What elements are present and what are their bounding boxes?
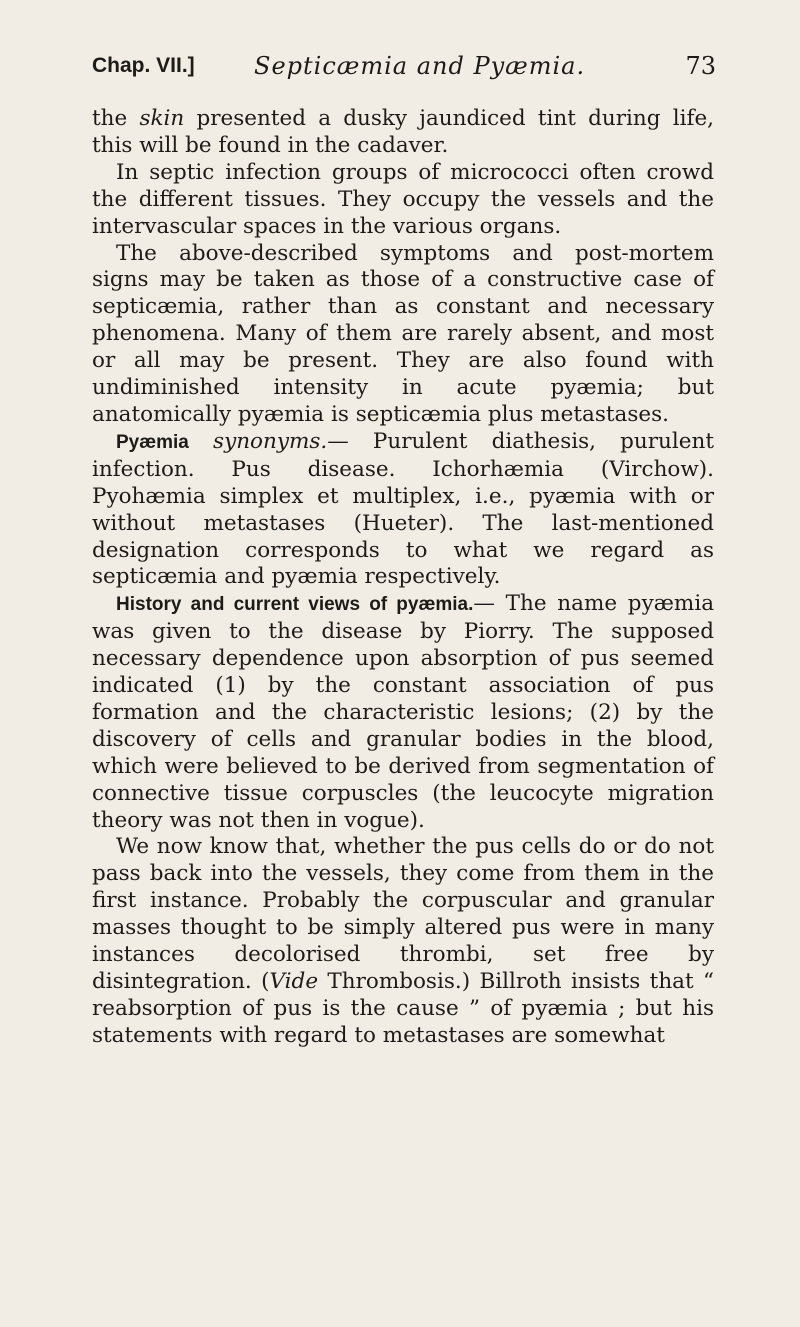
emphasis: synonyms.: [213, 428, 328, 454]
paragraph-septic-infection: In septic infection groups of micrococci often crowd the different tissues. They occupy the vessels and the intervascular spaces in the various organs.: [92, 159, 714, 239]
body-text: [92, 106, 714, 1050]
running-header: [92, 52, 716, 92]
section-lead: Pyæmia: [116, 431, 189, 453]
section-lead: History and current views of pyæmia.: [116, 594, 474, 616]
paragraph-history: History and current views of pyæmia.— The name pyæmia was given to the disease by Piorry. The supposed necessary dependence upon absorption of pus seemed indicated (1) by the constant association of pus formation and the characteristic lesions; (2) by the discovery of cells and granular bodies in the blood, which were believed to be derived from segmentation of connective tissue corpuscles (the leucocyte migration theory was not then in vogue).: [92, 591, 715, 833]
paragraph-pyaemia-synonyms: Pyæmia synonyms.— Purulent diathesis, purulent infection. Pus disease. Ichorhæmia (Virchow). Pyohæmia simplex et multiplex, i.e., pyæmia with or without metastases (Hueter). The last-mentioned designation corresponds to what we regard as septicæmia and pyæmia respectively.: [92, 428, 714, 590]
paragraph-symptoms: The above-described symptoms and post-mortem signs may be taken as those of a constructive case of septicæmia, rather than as constant and necessary phenomena. Many of them are rarely absent, and most or all may be present. They are also found with undiminished intensity in acute pyæmia; but anatomically pyæmia is septicæmia plus metastases.: [92, 240, 714, 427]
emphasis: Vide: [269, 969, 319, 994]
page-number: 73: [685, 52, 716, 80]
chapter-label: Chap. VII.]: [92, 54, 195, 77]
emphasis: skin: [139, 106, 185, 131]
paragraph-pus-cells: We now know that, whether the pus cells do or do not pass back into the vessels, they come from them in the first instance. Probably the corpuscular and granular masses thought to be simply altered pus were in many instances decolorised thrombi, set free by disintegration. (Vide Thrombosis.) Billroth insists that “ reabsorption of pus is the cause ” of pyæmia ; but his statements with regard to metastases are somewhat: [92, 834, 714, 1048]
paragraph-skin: the skin presented a dusky jaundiced tint during life, this will be found in the cadaver.: [92, 106, 714, 158]
running-title: Septicæmia and Pyæmia.: [254, 52, 586, 80]
